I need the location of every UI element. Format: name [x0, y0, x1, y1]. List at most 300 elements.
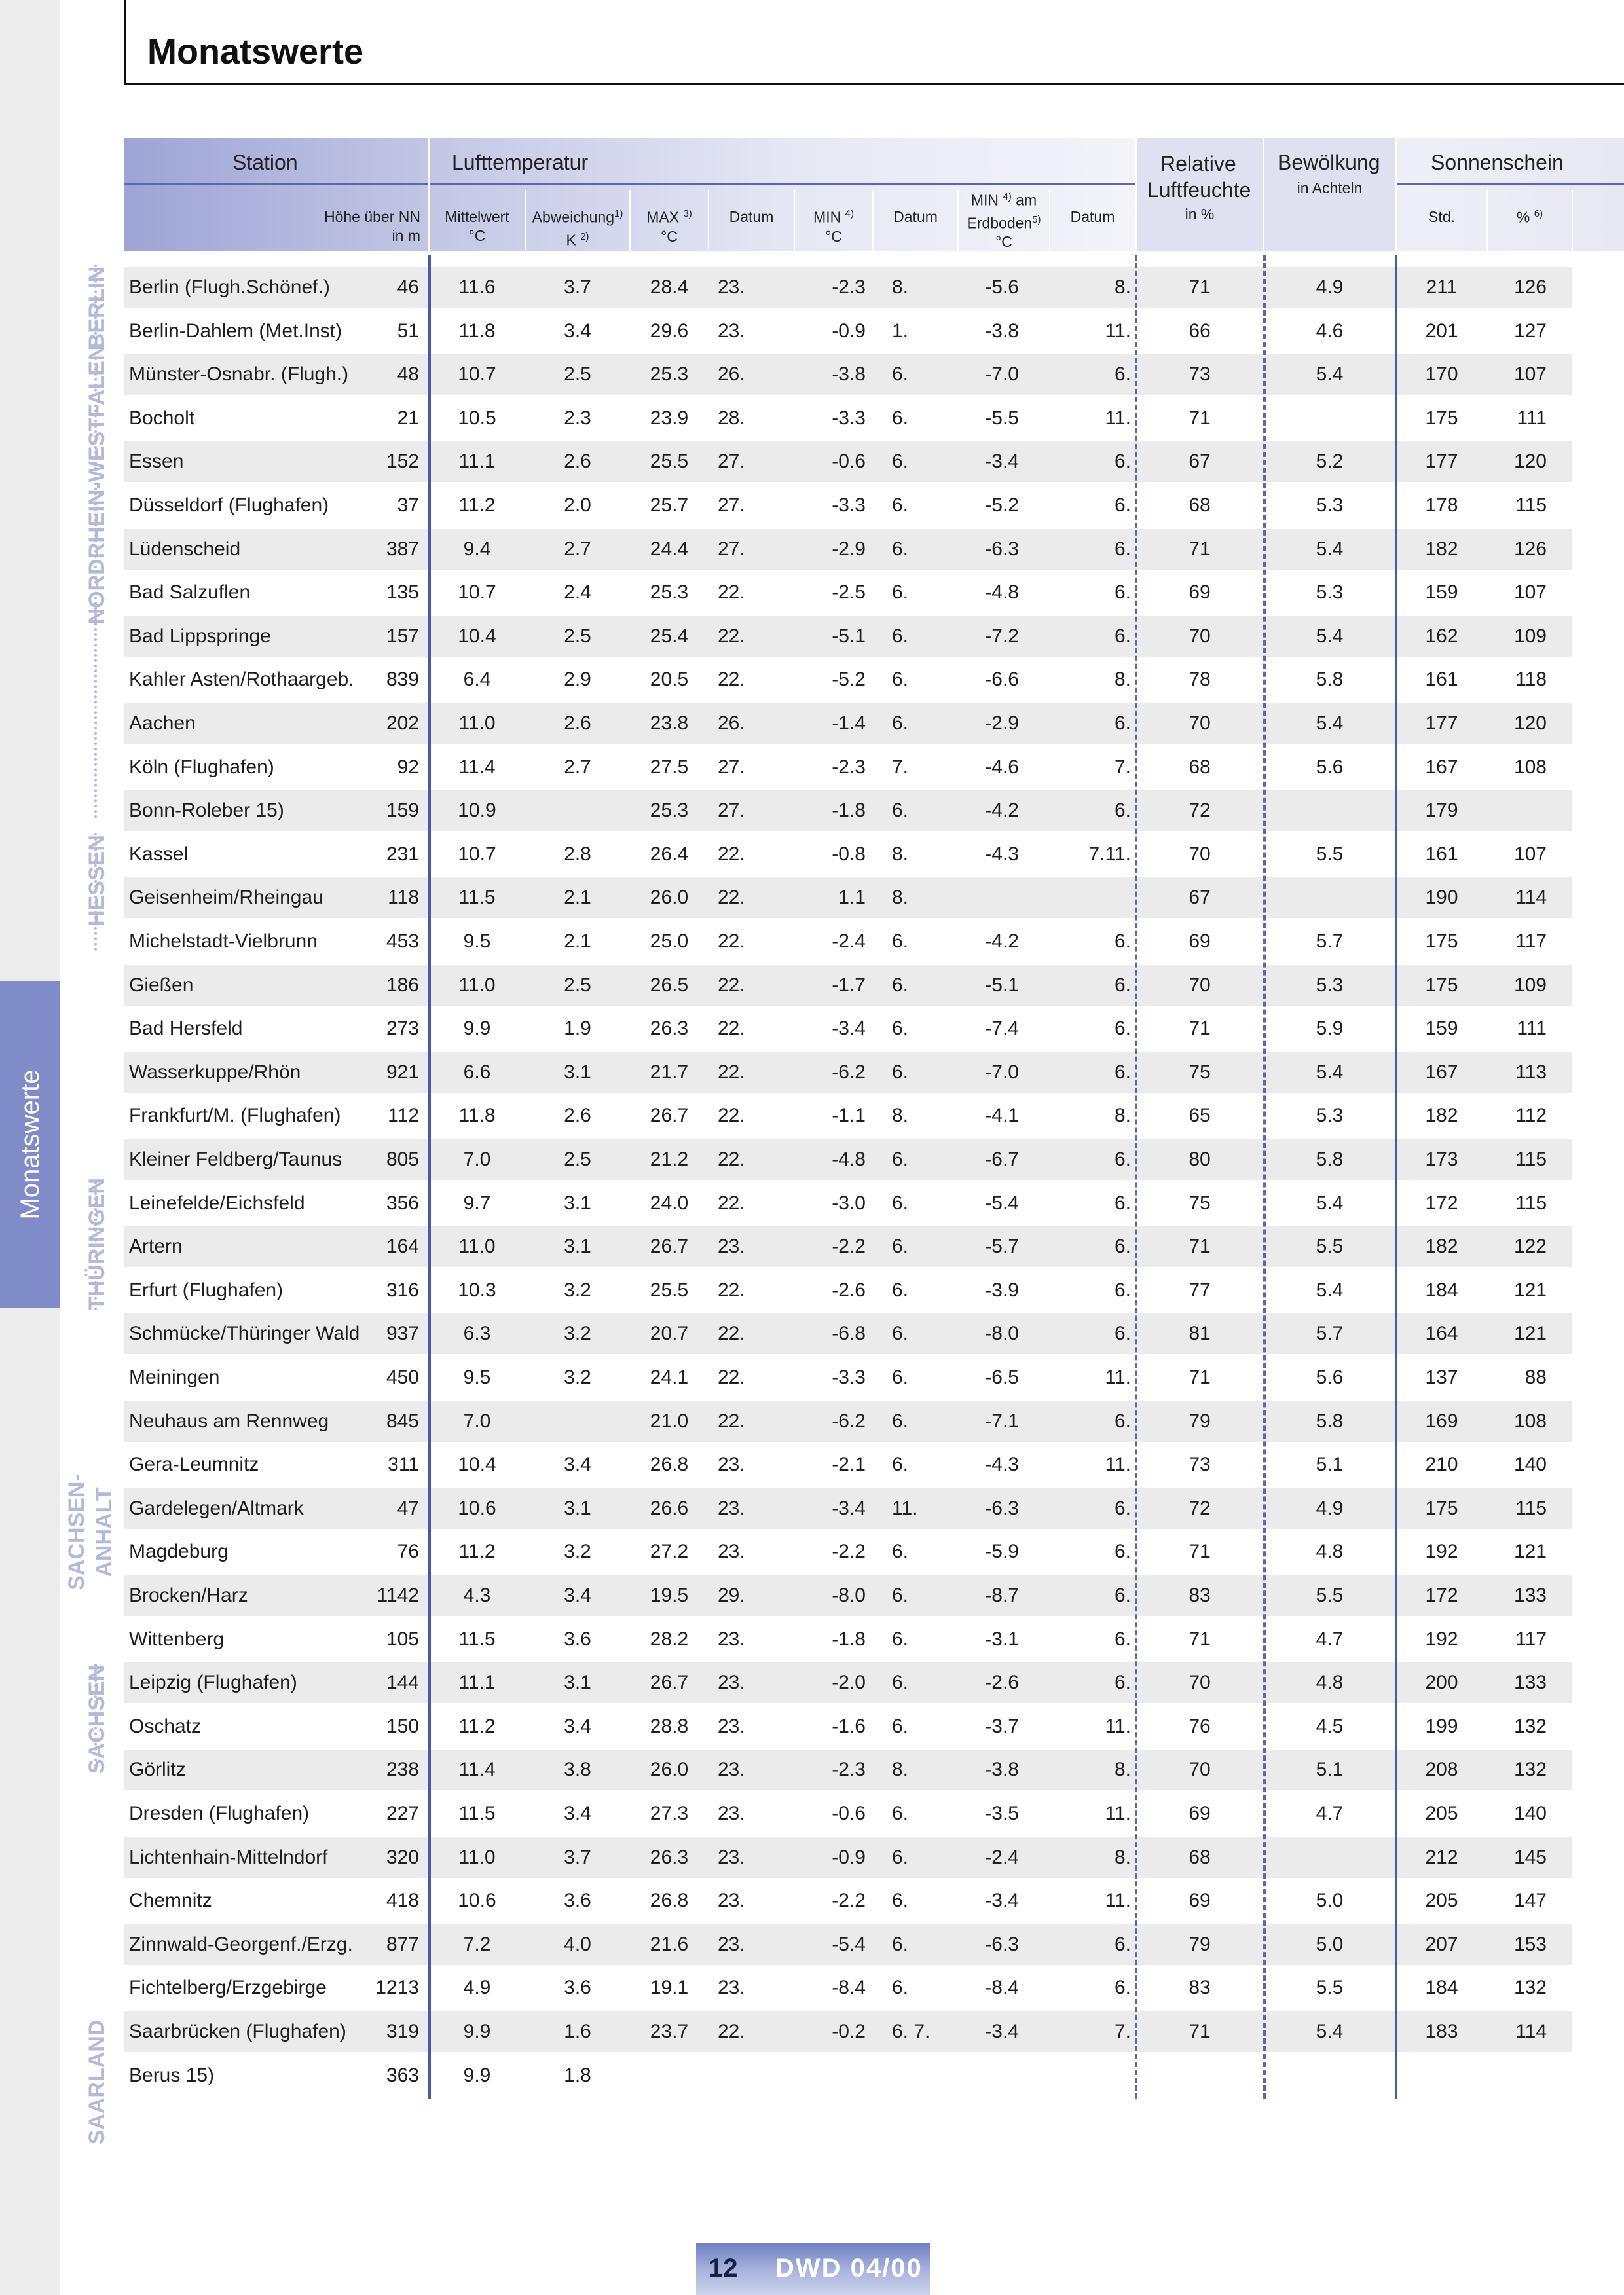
cell-datum-erdboden: 8. — [1114, 1846, 1131, 1868]
cell-hoehe: 453 — [386, 930, 419, 952]
cell-sonne-std: 200 — [1425, 1672, 1458, 1693]
cell-min-erdboden: -7.0 — [985, 363, 1019, 385]
cell-min: -2.6 — [832, 1279, 866, 1301]
cell-abweichung: 2.5 — [564, 974, 591, 996]
cell-station-name: Berus 15) — [129, 2065, 215, 2086]
cell-sonne-std: 210 — [1425, 1454, 1458, 1475]
cell-datum-max: 23. — [718, 1977, 745, 1998]
col-min-line2: °C — [825, 227, 842, 245]
cell-sonne-std: 182 — [1425, 1105, 1458, 1126]
cell-min-erdboden: -3.1 — [985, 1628, 1019, 1650]
cell-mittelwert: 11.5 — [458, 1803, 496, 1824]
cell-abweichung: 3.6 — [564, 1890, 591, 1911]
cell-max: 25.3 — [650, 799, 689, 821]
col-min-erdboden — [959, 187, 1049, 251]
cell-min: -5.1 — [832, 625, 866, 647]
cell-station-name: Saarbrücken (Flughafen) — [129, 2021, 346, 2042]
cell-datum-max: 22. — [718, 1018, 745, 1039]
cell-hoehe: 227 — [386, 1803, 419, 1824]
cell-mittelwert: 4.3 — [463, 1585, 491, 1606]
cell-bewoelkung: 5.6 — [1316, 1367, 1344, 1388]
cell-bewoelkung: 5.8 — [1316, 1148, 1344, 1170]
cell-bewoelkung: 5.4 — [1316, 625, 1344, 647]
cell-rel-feuchte: 67 — [1189, 450, 1211, 472]
cell-hoehe: 1213 — [375, 1977, 419, 1998]
cell-bewoelkung: 5.1 — [1316, 1759, 1344, 1780]
cell-datum-max: 22. — [718, 1323, 745, 1344]
col-mittelwert — [430, 208, 525, 246]
cell-sonne-std: 208 — [1425, 1759, 1458, 1780]
cell-min: -2.1 — [832, 1454, 866, 1475]
cell-mittelwert: 11.0 — [458, 974, 496, 996]
cell-sonne-std: 172 — [1425, 1585, 1458, 1606]
cell-abweichung: 1.6 — [564, 2021, 591, 2042]
cell-max: 19.1 — [650, 1977, 689, 1998]
cell-datum-min: 6. — [892, 581, 909, 603]
cell-station-name: Fichtelberg/Erzgebirge — [129, 1977, 327, 1998]
cell-hoehe: 316 — [386, 1279, 419, 1301]
footnote-ref: 6) — [1534, 208, 1543, 219]
cell-station-name: Wittenberg — [129, 1628, 225, 1650]
cell-datum-erdboden: 7.11. — [1088, 843, 1131, 865]
cell-sonne-std: 212 — [1425, 1846, 1458, 1868]
cell-datum-max: 22. — [718, 887, 745, 908]
cell-min: -8.0 — [832, 1585, 866, 1606]
cell-min-erdboden: -3.9 — [985, 1279, 1019, 1301]
cell-sonne-prozent: 117 — [1515, 930, 1547, 952]
cell-hoehe: 135 — [386, 581, 419, 603]
header-subdivider — [1572, 190, 1573, 251]
cell-datum-max: 23. — [718, 1541, 745, 1562]
cell-datum-max: 23. — [718, 1628, 745, 1650]
cell-station-name: Berlin-Dahlem (Met.Inst) — [129, 320, 342, 342]
cell-max: 21.6 — [650, 1934, 689, 1955]
cell-sonne-std: 182 — [1425, 1236, 1458, 1257]
cell-min: -2.0 — [832, 1672, 866, 1693]
cell-mittelwert: 9.9 — [463, 1018, 491, 1039]
cell-datum-max: 22. — [718, 1192, 745, 1214]
cell-min: -3.4 — [832, 1018, 866, 1039]
cell-station-name: Geisenheim/Rheingau — [129, 887, 323, 908]
col-abweichung-line1: Abweichung — [532, 208, 614, 226]
cell-sonne-prozent: 108 — [1513, 756, 1547, 778]
cell-station-name: Bonn-Roleber 15) — [129, 799, 284, 821]
cell-datum-max: 23. — [718, 1890, 745, 1911]
cell-bewoelkung: 4.8 — [1316, 1541, 1344, 1562]
cell-datum-erdboden: 8. — [1114, 276, 1131, 298]
cell-abweichung: 2.0 — [564, 494, 591, 516]
cell-hoehe: 76 — [397, 1541, 419, 1562]
cell-sonne-prozent: 132 — [1513, 1759, 1547, 1780]
cell-mittelwert: 9.5 — [463, 1367, 491, 1388]
col-humidity-unit: in % — [1185, 206, 1215, 223]
cell-hoehe: 164 — [386, 1236, 419, 1257]
cell-min-erdboden: -7.1 — [985, 1410, 1019, 1432]
cell-mittelwert: 10.9 — [458, 799, 496, 821]
cell-rel-feuchte: 71 — [1189, 1628, 1211, 1650]
cell-datum-max: 23. — [718, 1846, 745, 1868]
cell-min: -0.8 — [832, 843, 866, 865]
cell-min-erdboden: -3.8 — [985, 320, 1019, 342]
column-rule — [1395, 255, 1397, 2099]
cell-max: 27.2 — [650, 1541, 689, 1562]
header-underline — [430, 183, 1135, 185]
cell-abweichung: 2.5 — [564, 1148, 591, 1170]
cell-datum-min: 6. — [892, 450, 909, 472]
cell-sonne-std: 211 — [1426, 276, 1458, 298]
cell-min-erdboden: -6.3 — [985, 538, 1019, 560]
cell-sonne-std: 179 — [1425, 799, 1458, 821]
cell-bewoelkung: 5.6 — [1316, 756, 1344, 778]
cell-rel-feuchte: 71 — [1189, 538, 1211, 560]
state-label-hessen: HESSEN — [84, 835, 109, 927]
cell-hoehe: 311 — [388, 1454, 419, 1475]
cell-hoehe: 21 — [397, 407, 419, 429]
cell-min: -2.3 — [832, 276, 866, 298]
cell-datum-erdboden: 6. — [1114, 1541, 1131, 1562]
cell-datum-min: 6. — [892, 1236, 909, 1257]
cell-min-erdboden: -3.7 — [985, 1716, 1019, 1737]
cell-max: 26.0 — [650, 887, 689, 908]
cell-abweichung: 3.6 — [564, 1977, 591, 1998]
cell-datum-min: 6. — [892, 1410, 909, 1432]
cell-abweichung: 2.5 — [564, 363, 591, 385]
cell-hoehe: 1142 — [377, 1585, 419, 1606]
cell-abweichung: 1.8 — [564, 2065, 591, 2086]
cell-hoehe: 387 — [386, 538, 419, 560]
cell-abweichung: 2.1 — [564, 887, 591, 908]
cell-datum-erdboden: 6. — [1114, 450, 1131, 472]
cell-abweichung: 3.1 — [564, 1061, 591, 1083]
cell-sonne-std: 175 — [1425, 407, 1458, 429]
col-abweichung-line2: K — [566, 231, 576, 249]
header-underline — [1397, 183, 1624, 185]
cell-datum-max: 23. — [718, 1454, 745, 1475]
footnote-ref: 4) — [845, 208, 854, 219]
cell-bewoelkung: 5.3 — [1316, 581, 1344, 603]
cell-abweichung: 3.1 — [564, 1192, 591, 1214]
cell-min-erdboden: -8.4 — [985, 1977, 1019, 1998]
cell-abweichung: 2.6 — [564, 450, 591, 472]
cell-datum-max: 23. — [718, 1672, 745, 1693]
cell-mittelwert: 11.8 — [458, 1105, 496, 1126]
cell-datum-erdboden: 6. — [1114, 1018, 1131, 1039]
cell-mittelwert: 10.4 — [458, 625, 496, 647]
cell-sonne-prozent: 109 — [1513, 625, 1547, 647]
cell-datum-erdboden: 6. — [1114, 1672, 1131, 1693]
state-label-sachsen-anhalt-line2: ANHALT — [92, 1487, 117, 1577]
cell-abweichung: 3.4 — [564, 1585, 591, 1606]
cell-abweichung: 3.2 — [564, 1541, 591, 1562]
cell-min-erdboden: -5.1 — [985, 974, 1019, 996]
cell-station-name: Oschatz — [129, 1716, 202, 1737]
cell-station-name: Artern — [129, 1236, 183, 1257]
cell-datum-erdboden: 6. — [1114, 930, 1131, 952]
cell-hoehe: 48 — [397, 363, 419, 385]
cell-rel-feuchte: 70 — [1189, 1672, 1211, 1693]
cell-min-erdboden: -8.0 — [985, 1323, 1019, 1344]
cell-rel-feuchte: 78 — [1189, 669, 1211, 690]
cell-sonne-std: 184 — [1425, 1977, 1458, 1998]
cell-min: -1.4 — [832, 712, 866, 734]
cell-min: -1.8 — [832, 1628, 866, 1650]
cell-bewoelkung: 5.4 — [1316, 712, 1344, 734]
column-rule — [428, 255, 431, 2099]
cell-min: -3.8 — [832, 363, 866, 385]
cell-station-name: Meiningen — [129, 1367, 220, 1388]
col-min-erdboden-am: am — [1011, 191, 1037, 209]
cell-hoehe: 159 — [386, 799, 419, 821]
cell-min-erdboden: -6.5 — [985, 1367, 1019, 1388]
column-rule — [1135, 255, 1137, 2099]
cell-datum-erdboden: 6. — [1114, 1628, 1131, 1650]
cell-datum-min: 8. — [892, 887, 909, 908]
cell-datum-min: 6. — [892, 1367, 909, 1388]
cell-max: 23.9 — [650, 407, 689, 429]
cell-datum-erdboden: 6. — [1114, 1585, 1131, 1606]
cell-datum-min: 6. — [892, 1061, 909, 1083]
cell-min-erdboden: -5.9 — [985, 1541, 1019, 1562]
cell-mittelwert: 11.5 — [458, 1628, 496, 1650]
cell-sonne-std: 177 — [1425, 712, 1458, 734]
cell-max: 19.5 — [650, 1585, 689, 1606]
cell-datum-max: 28. — [718, 407, 745, 429]
cell-rel-feuchte: 68 — [1189, 1846, 1211, 1868]
cell-min-erdboden: -3.4 — [985, 1890, 1019, 1911]
cell-datum-min: 7. — [892, 756, 909, 778]
cell-datum-max: 27. — [718, 494, 745, 516]
cell-datum-min: 8. — [892, 1105, 909, 1126]
cell-sonne-std: 178 — [1425, 494, 1458, 516]
cell-datum-erdboden: 6. — [1114, 625, 1131, 647]
cell-mittelwert: 11.4 — [458, 1759, 496, 1780]
cell-min-erdboden: -5.6 — [985, 276, 1019, 298]
cell-datum-erdboden: 11. — [1105, 320, 1131, 342]
cell-max: 28.4 — [650, 276, 689, 298]
cell-rel-feuchte: 71 — [1189, 1367, 1211, 1388]
cell-sonne-prozent: 88 — [1524, 1367, 1547, 1388]
cell-hoehe: 47 — [397, 1497, 419, 1519]
cell-station-name: Bad Lippspringe — [129, 625, 271, 647]
cell-bewoelkung: 5.9 — [1316, 1018, 1344, 1039]
cell-sonne-std: 177 — [1425, 450, 1458, 472]
cell-sonne-std: 207 — [1425, 1934, 1458, 1955]
cell-mittelwert: 11.0 — [458, 1846, 496, 1868]
cell-sonne-std: 159 — [1425, 1018, 1458, 1039]
cell-rel-feuchte: 70 — [1189, 625, 1211, 647]
cell-bewoelkung: 5.4 — [1316, 538, 1344, 560]
cell-rel-feuchte: 75 — [1189, 1192, 1211, 1214]
cell-sonne-prozent: 140 — [1513, 1454, 1547, 1475]
col-cloud-unit: in Achteln — [1297, 179, 1363, 196]
cell-datum-max: 22. — [718, 1061, 745, 1083]
cell-datum-erdboden: 6. — [1114, 1497, 1131, 1519]
cell-hoehe: 152 — [386, 450, 419, 472]
cell-max: 26.3 — [650, 1018, 689, 1039]
cell-sonne-prozent: 132 — [1513, 1977, 1547, 1998]
cell-hoehe: 112 — [388, 1105, 419, 1126]
cell-min-erdboden: -4.6 — [985, 756, 1019, 778]
cell-abweichung: 3.1 — [564, 1497, 591, 1519]
cell-rel-feuchte: 71 — [1189, 407, 1211, 429]
cell-datum-erdboden: 6. — [1114, 1279, 1131, 1301]
cell-datum-max: 23. — [718, 1934, 745, 1955]
cell-sonne-std: 182 — [1425, 538, 1458, 560]
cell-min: -2.4 — [832, 930, 866, 952]
cell-sonne-prozent: 115 — [1515, 1148, 1547, 1170]
cell-max: 20.5 — [650, 669, 689, 690]
cell-station-name: Frankfurt/M. (Flughafen) — [129, 1105, 341, 1126]
cell-sonne-prozent: 115 — [1515, 1192, 1547, 1214]
cell-mittelwert: 11.0 — [458, 712, 496, 734]
cell-abweichung: 2.6 — [564, 1105, 591, 1126]
cell-max: 25.5 — [650, 450, 689, 472]
cell-station-name: Bocholt — [129, 407, 195, 429]
state-label-thueringen: THÜRINGEN — [84, 1177, 109, 1311]
cell-rel-feuchte: 83 — [1189, 1585, 1211, 1606]
cell-datum-min: 6. — [892, 1323, 909, 1344]
cell-datum-erdboden: 6. — [1114, 974, 1131, 996]
cell-mittelwert: 10.5 — [458, 407, 496, 429]
cell-rel-feuchte: 70 — [1189, 843, 1211, 865]
cell-sonne-std: 169 — [1425, 1410, 1458, 1432]
cell-min-erdboden: -6.3 — [985, 1497, 1019, 1519]
cell-datum-max: 29. — [718, 1585, 745, 1606]
cell-datum-max: 23. — [718, 1497, 745, 1519]
col-percent-label: % — [1516, 208, 1530, 226]
cell-station-name: Chemnitz — [129, 1890, 212, 1911]
col-lufttemperatur: Lufttemperatur — [452, 151, 589, 174]
cell-sonne-prozent: 107 — [1513, 843, 1547, 865]
cell-mittelwert: 11.6 — [458, 276, 496, 298]
cell-station-name: Gera-Leumnitz — [129, 1454, 259, 1475]
cell-sonne-prozent: 111 — [1517, 1018, 1547, 1039]
cell-datum-max: 22. — [718, 669, 745, 690]
cell-min: -2.3 — [832, 756, 866, 778]
cell-max: 23.7 — [650, 2021, 689, 2042]
cell-min: -2.2 — [832, 1890, 866, 1911]
cell-sonne-prozent: 115 — [1515, 494, 1547, 516]
header-divider — [1395, 138, 1397, 251]
cell-datum-erdboden: 6. — [1114, 1236, 1131, 1257]
cell-bewoelkung: 5.8 — [1316, 1410, 1344, 1432]
cell-datum-max: 27. — [718, 756, 745, 778]
cell-mittelwert: 7.0 — [463, 1410, 491, 1432]
cell-bewoelkung: 5.4 — [1316, 363, 1344, 385]
cell-sonne-prozent: 120 — [1513, 712, 1547, 734]
cell-mittelwert: 11.8 — [458, 320, 496, 342]
column-rule — [1263, 255, 1266, 2099]
cell-datum-erdboden: 6. — [1114, 1148, 1131, 1170]
cell-station-name: Berlin (Flugh.Schönef.) — [129, 276, 330, 298]
cell-mittelwert: 10.7 — [458, 843, 496, 865]
col-sonnenschein: Sonnenschein — [1431, 151, 1564, 174]
cell-max: 26.8 — [650, 1454, 689, 1475]
cell-max: 28.8 — [650, 1716, 689, 1737]
cell-rel-feuchte: 71 — [1189, 2021, 1211, 2042]
cell-datum-erdboden: 6. — [1114, 363, 1131, 385]
cell-datum-min: 6. — [892, 538, 909, 560]
cell-min: 1.1 — [838, 887, 866, 908]
cell-datum-erdboden: 6. — [1114, 1192, 1131, 1214]
cell-datum-max: 23. — [718, 1716, 745, 1737]
cell-datum-max: 23. — [718, 1759, 745, 1780]
cell-sonne-prozent: 145 — [1513, 1846, 1547, 1868]
cell-hoehe: 202 — [386, 712, 419, 734]
cell-mittelwert: 10.6 — [458, 1497, 496, 1519]
cell-datum-max: 22. — [718, 1410, 745, 1432]
cell-min-erdboden: -4.3 — [985, 1454, 1019, 1475]
cell-min-erdboden: -8.7 — [985, 1585, 1019, 1606]
col-std: Std. — [1428, 208, 1455, 225]
cell-bewoelkung: 5.5 — [1316, 843, 1344, 865]
cell-hoehe: 92 — [397, 756, 419, 778]
cell-station-name: Brocken/Harz — [129, 1585, 248, 1606]
cell-max: 26.7 — [650, 1105, 689, 1126]
cell-bewoelkung: 5.3 — [1316, 1105, 1344, 1126]
cell-station-name: Lichtenhain-Mittelndorf — [129, 1846, 328, 1868]
cell-mittelwert: 10.4 — [458, 1454, 496, 1475]
cell-min: -1.6 — [832, 1716, 866, 1737]
cell-station-name: Essen — [129, 450, 184, 472]
cell-max: 29.6 — [650, 320, 689, 342]
state-label-saarland: SAARLAND — [84, 2019, 109, 2145]
cell-abweichung: 2.3 — [564, 407, 591, 429]
state-label-berlin: BERLIN — [84, 266, 109, 350]
cell-datum-erdboden: 6. — [1114, 1410, 1131, 1432]
cell-rel-feuchte: 79 — [1189, 1410, 1211, 1432]
cell-hoehe: 150 — [386, 1716, 419, 1737]
cell-datum-max: 27. — [718, 538, 745, 560]
col-abweichung — [526, 204, 629, 249]
col-datum-min: Datum — [893, 208, 938, 225]
cell-station-name: Kassel — [129, 843, 189, 865]
cell-sonne-prozent: 121 — [1513, 1541, 1547, 1562]
cell-datum-erdboden: 11. — [1105, 1803, 1131, 1824]
cell-max: 28.2 — [650, 1628, 689, 1650]
col-min-erdboden-line1: MIN — [970, 191, 999, 209]
cell-min: -6.8 — [832, 1323, 866, 1344]
cell-min: -2.9 — [832, 538, 866, 560]
cell-min: -8.4 — [832, 1977, 866, 1998]
cell-abweichung: 2.5 — [564, 625, 591, 647]
cell-rel-feuchte: 71 — [1189, 1541, 1211, 1562]
cell-rel-feuchte: 69 — [1189, 1803, 1211, 1824]
cell-sonne-prozent: 107 — [1513, 581, 1547, 603]
cell-bewoelkung: 4.9 — [1316, 1497, 1344, 1519]
cell-max: 26.4 — [650, 843, 689, 865]
cell-datum-min: 6. — [892, 1192, 909, 1214]
state-label-nrw: NORDRHEIN-WESTFALEN — [84, 344, 109, 625]
col-luftfeuchte: Luftfeuchte — [1147, 178, 1251, 202]
cell-rel-feuchte: 79 — [1189, 1934, 1211, 1955]
col-max-line2: °C — [661, 227, 678, 245]
cell-datum-min: 6. — [892, 669, 909, 690]
cell-min: -3.0 — [832, 1192, 866, 1214]
col-relative: Relative — [1160, 152, 1236, 175]
cell-mittelwert: 9.9 — [463, 2065, 491, 2086]
cell-datum-erdboden: 8. — [1114, 669, 1131, 690]
cell-hoehe: 877 — [386, 1934, 419, 1955]
cell-station-name: Magdeburg — [129, 1541, 229, 1562]
cell-mittelwert: 9.9 — [463, 2021, 491, 2042]
cell-sonne-std: 183 — [1425, 2021, 1458, 2042]
cell-rel-feuchte: 70 — [1189, 974, 1211, 996]
cell-sonne-prozent: 108 — [1513, 1410, 1547, 1432]
cell-hoehe: 238 — [386, 1759, 419, 1780]
col-hoehe-line2: in m — [392, 227, 420, 244]
cell-datum-erdboden: 11. — [1105, 1890, 1131, 1911]
